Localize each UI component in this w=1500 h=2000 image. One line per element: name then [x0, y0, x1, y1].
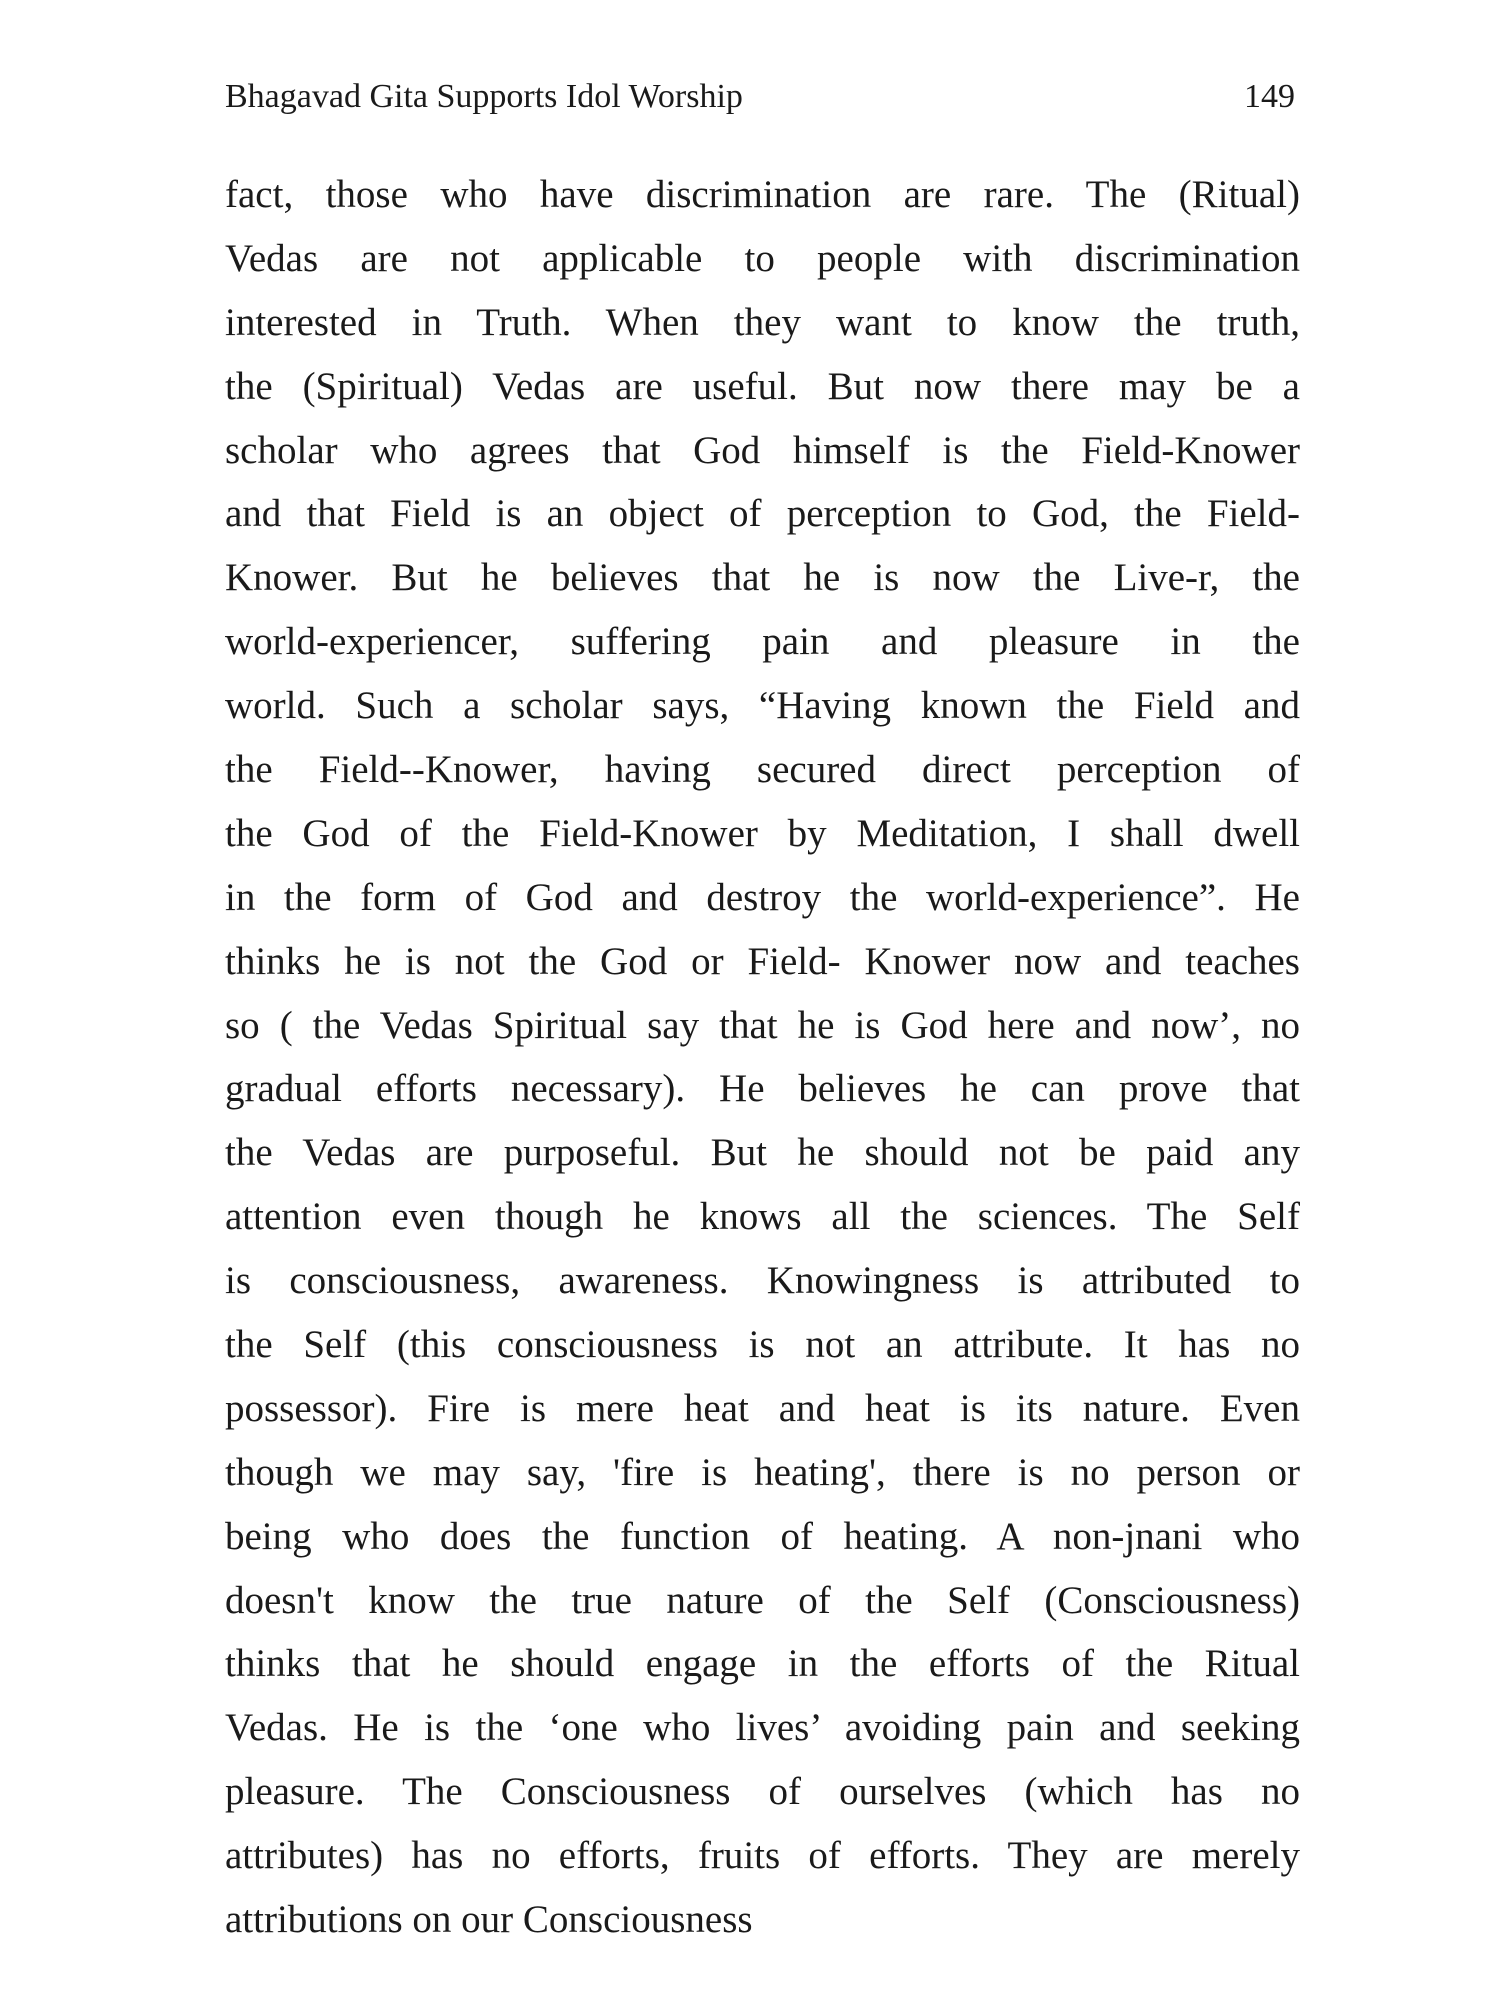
- running-head: [225, 72, 1295, 122]
- text-line: the (Spiritual) Vedas are useful. But now there may be a: [225, 364, 1300, 408]
- text-line: scholar who agrees that God himself is the Field-Knower: [225, 428, 1300, 472]
- text-line: possessor). Fire is mere heat and heat is its nature. Even: [225, 1386, 1300, 1430]
- text-line: thinks he is not the God or Field- Knower now and teaches: [225, 939, 1300, 983]
- text-line: attributes) has no efforts, fruits of efforts. They are merely: [225, 1834, 1300, 1878]
- text-line: fact, those who have discrimination are rare. The (Ritual): [225, 173, 1300, 216]
- text-line: pleasure. The Consciousness of ourselves (which has no: [225, 1770, 1300, 1814]
- text-line-last: attributions on our Consciousness: [225, 1898, 753, 1942]
- text-line: and that Field is an object of perception to God, the Field-: [225, 492, 1300, 536]
- text-line: the God of the Field-Knower by Meditation, I shall dwell: [225, 811, 1300, 855]
- text-line: Knower. But he believes that he is now the Live-r, the: [225, 556, 1300, 600]
- text-line: though we may say, 'fire is heating', there is no person or: [225, 1450, 1300, 1494]
- text-line: so ( the Vedas Spiritual say that he is God here and now’, no: [225, 1003, 1300, 1047]
- text-line: the Vedas are purposeful. But he should not be paid any: [225, 1131, 1300, 1175]
- text-line: Vedas are not applicable to people with discrimination: [225, 236, 1300, 280]
- text-line: interested in Truth. When they want to know the truth,: [225, 300, 1300, 344]
- text-line: being who does the function of heating. A non-jnani who: [225, 1514, 1300, 1558]
- text-line: the Field--Knower, having secured direct perception of: [225, 748, 1300, 792]
- text-line: the Self (this consciousness is not an attribute. It has no: [225, 1323, 1300, 1367]
- running-title: Bhagavad Gita Supports Idol Worship: [225, 78, 743, 115]
- text-line: Vedas. He is the ‘one who lives’ avoiding pain and seeking: [225, 1706, 1300, 1750]
- text-line: gradual efforts necessary). He believes he can prove that: [225, 1067, 1300, 1111]
- text-line: in the form of God and destroy the world-experience”. He: [225, 875, 1300, 919]
- body-text: [225, 163, 1300, 1952]
- text-line: world-experiencer, suffering pain and pleasure in the: [225, 620, 1300, 664]
- text-line: doesn't know the true nature of the Self (Consciousness): [225, 1578, 1300, 1622]
- text-line: thinks that he should engage in the efforts of the Ritual: [225, 1642, 1300, 1686]
- page-number: 149: [1244, 78, 1295, 115]
- text-line: attention even though he knows all the sciences. The Self: [225, 1195, 1300, 1239]
- text-line: is consciousness, awareness. Knowingness is attributed to: [225, 1259, 1300, 1303]
- text-line: world. Such a scholar says, “Having known the Field and: [225, 684, 1300, 728]
